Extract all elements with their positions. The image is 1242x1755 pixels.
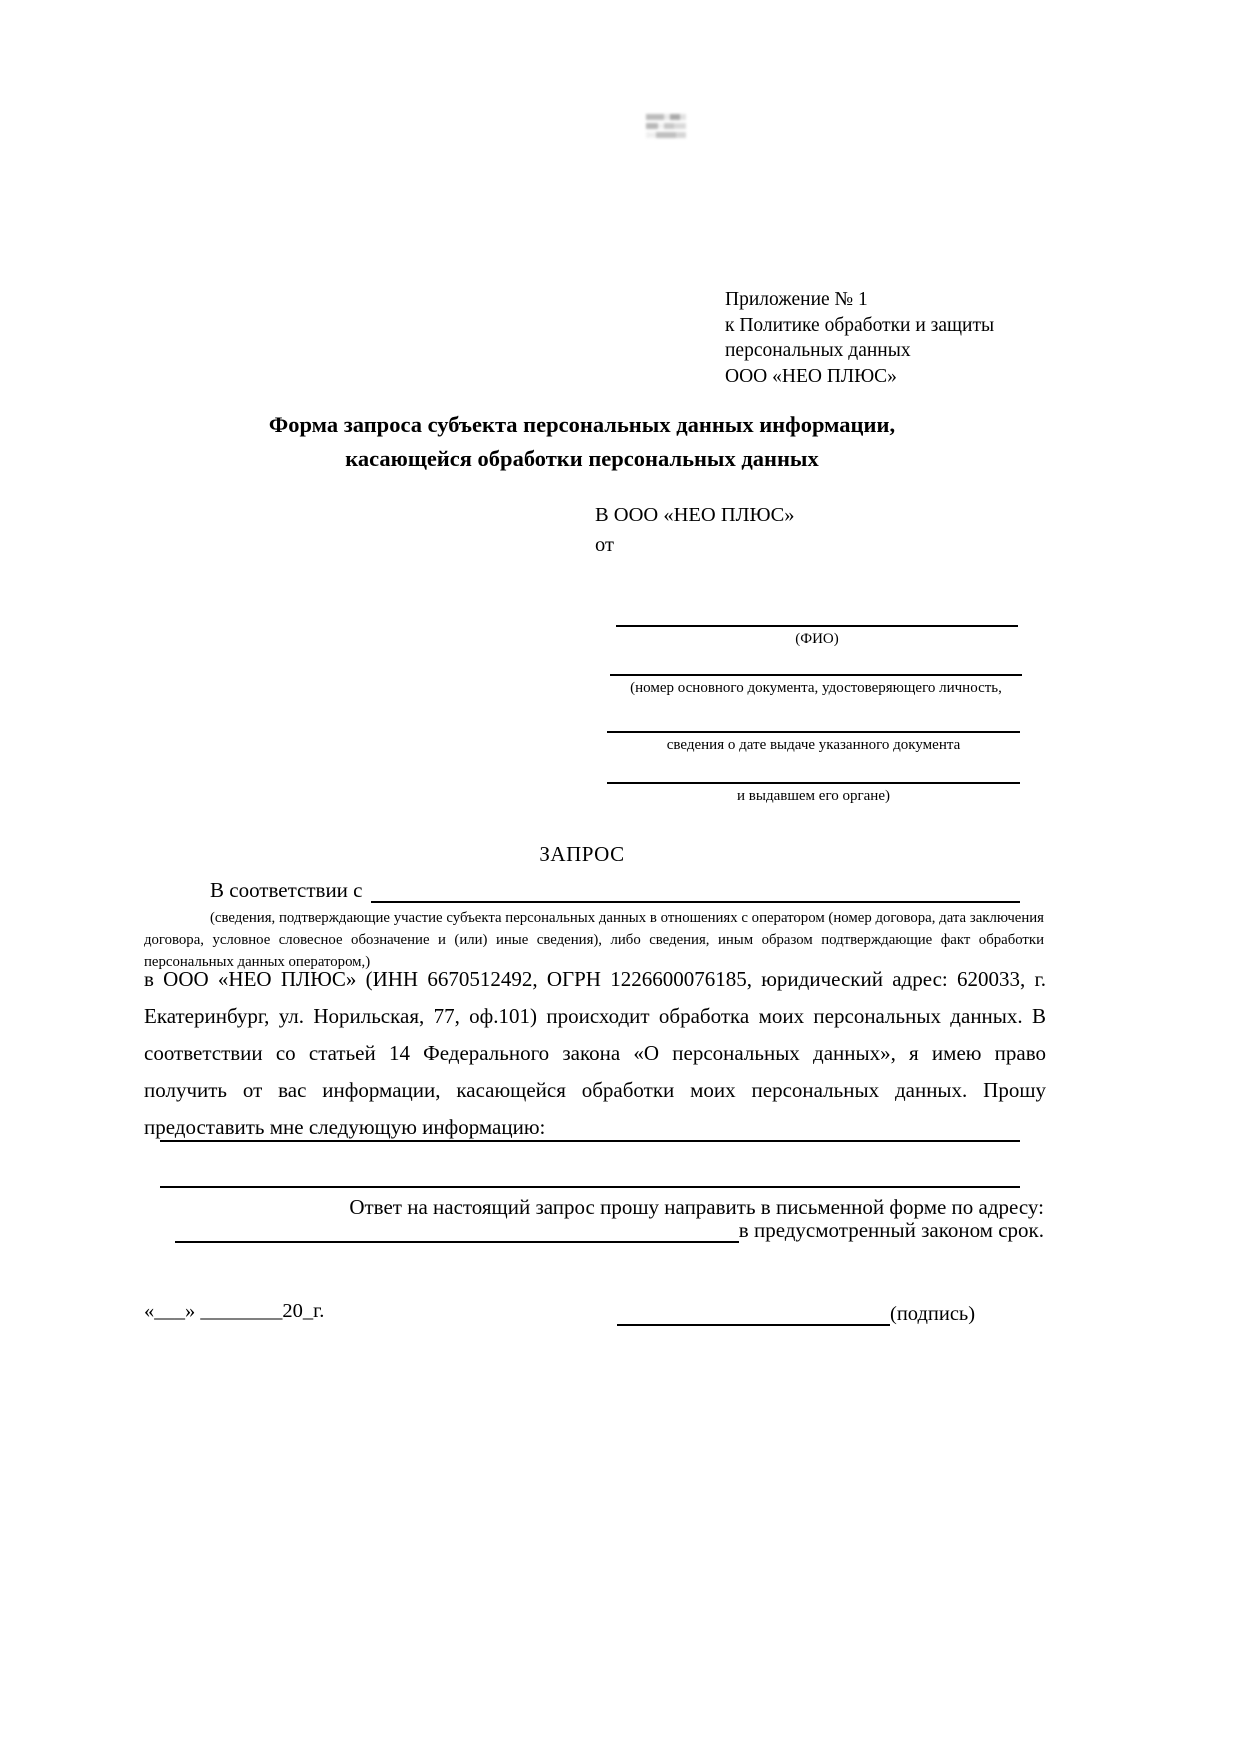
- deadline-text: в предусмотренный законом срок.: [738, 1218, 1044, 1242]
- fill-in-line: [160, 1186, 1020, 1188]
- response-request-line: Ответ на настоящий запрос прошу направить в письменной форме по адресу:: [349, 1195, 1044, 1219]
- appendix-line: ООО «НЕО ПЛЮС»: [725, 365, 897, 387]
- request-heading: ЗАПРОС: [539, 842, 625, 866]
- field-caption: и выдавшем его органе): [737, 788, 890, 804]
- fill-in-line: [175, 1215, 739, 1243]
- logo-bar: [646, 123, 686, 129]
- addressee-block: [595, 500, 795, 560]
- logo-bar: [646, 114, 686, 120]
- accordance-row: [144, 877, 1020, 903]
- addressee-from: от: [595, 534, 614, 556]
- page-title-line: Форма запроса субъекта персональных данных информации,: [268, 412, 896, 437]
- fill-in-line: [160, 1140, 1020, 1142]
- body-paragraph: в ООО «НЕО ПЛЮС» (ИНН 6670512492, ОГРН 1226600076185, юридический адрес: 620033, г. Екатеринбург, ул. Норильская, 77, оф.101) происходит обработка моих персональных данных. В соответствии со статьей 14 Федерального закона «О персональных данных», я имею право получить от вас информации, касающейся обработки моих персональных данных. Прошу предоставить мне следующую информацию:: [144, 967, 1046, 1139]
- field-caption: (ФИО): [795, 631, 839, 647]
- addressee-to: В ООО «НЕО ПЛЮС»: [595, 504, 795, 526]
- field-document-number: [610, 674, 1022, 697]
- field-fio: [616, 625, 1018, 648]
- page-title: [144, 408, 1020, 476]
- date-blank: «___» ________20_г.: [144, 1300, 325, 1322]
- fill-in-line: [371, 877, 1021, 903]
- appendix-line: Приложение № 1: [725, 289, 868, 310]
- appendix-line: персональных данных: [725, 340, 911, 361]
- signature-caption: (подпись): [890, 1303, 976, 1325]
- accordance-prefix: В соответствии с: [210, 878, 363, 902]
- letterhead-logo-icon: [646, 114, 686, 146]
- signature-line: [617, 1300, 890, 1326]
- field-issuing-authority: [607, 782, 1020, 805]
- page-title-line: касающейся обработки персональных данных: [345, 446, 819, 471]
- explanatory-note: (сведения, подтверждающие участие субъекта персональных данных в отношениях с оператором (номер договора, дата заключения договора, условное словесное обозначение и (или) иные сведения), либо сведения, иным образом подтверждающие факт обработки персональных данных оператором,): [144, 910, 1044, 970]
- field-caption: (номер основного документа, удостоверяющего личность,: [630, 680, 1002, 696]
- signature-block: [617, 1300, 975, 1326]
- address-deadline-row: [175, 1215, 1044, 1243]
- field-issue-date: [607, 731, 1020, 754]
- appendix-line: к Политике обработки и защиты: [725, 314, 995, 336]
- appendix-block: [725, 287, 994, 389]
- field-caption: сведения о дате выдаче указанного документа: [666, 737, 961, 753]
- logo-bar: [646, 132, 686, 138]
